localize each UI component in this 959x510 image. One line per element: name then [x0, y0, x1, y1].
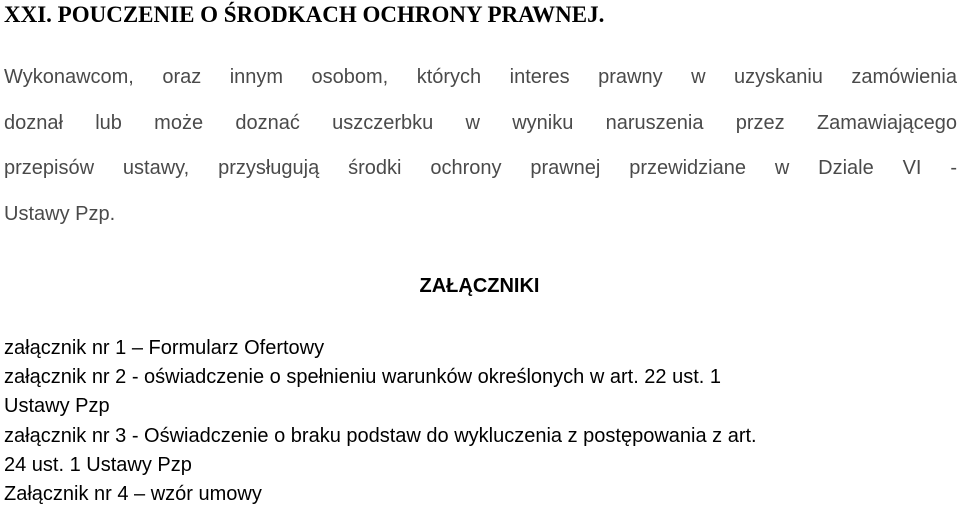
attachment-item: Załącznik nr 4 – wzór umowy — [4, 482, 262, 505]
attachments-title: ZAŁĄCZNIKI — [419, 275, 540, 297]
attachment-item: załącznik nr 3 - Oświadczenie o braku podstaw do wykluczenia z postępowania z art. — [4, 424, 757, 447]
paragraph-line: Ustawy Pzp. — [4, 202, 116, 225]
section-heading: XXI. POUCZENIE O ŚRODKACH OCHRONY PRAWNEJ. — [4, 2, 605, 27]
attachments-list — [4, 334, 957, 509]
paragraph-line: Wykonawcom, oraz innym osobom, których interes prawny w uzyskaniu zamówienia — [4, 66, 957, 88]
paragraph-line: doznał lub może doznać uszczerbku w wyniku naruszenia przez Zamawiającego — [4, 111, 957, 134]
attachment-item: załącznik nr 1 – Formularz Ofertowy — [4, 337, 325, 359]
attachment-item: Ustawy Pzp — [4, 395, 110, 418]
paragraph-line: przepisów ustawy, przysługują środki ochrony prawnej przewidziane w Dziale VI - — [4, 157, 957, 179]
attachment-item: 24 ust. 1 Ustawy Pzp — [4, 453, 192, 476]
legal-remedies-paragraph — [4, 55, 957, 237]
attachment-item: załącznik nr 2 - oświadczenie o spełnieniu warunków określonych w art. 22 ust. 1 — [4, 366, 722, 389]
